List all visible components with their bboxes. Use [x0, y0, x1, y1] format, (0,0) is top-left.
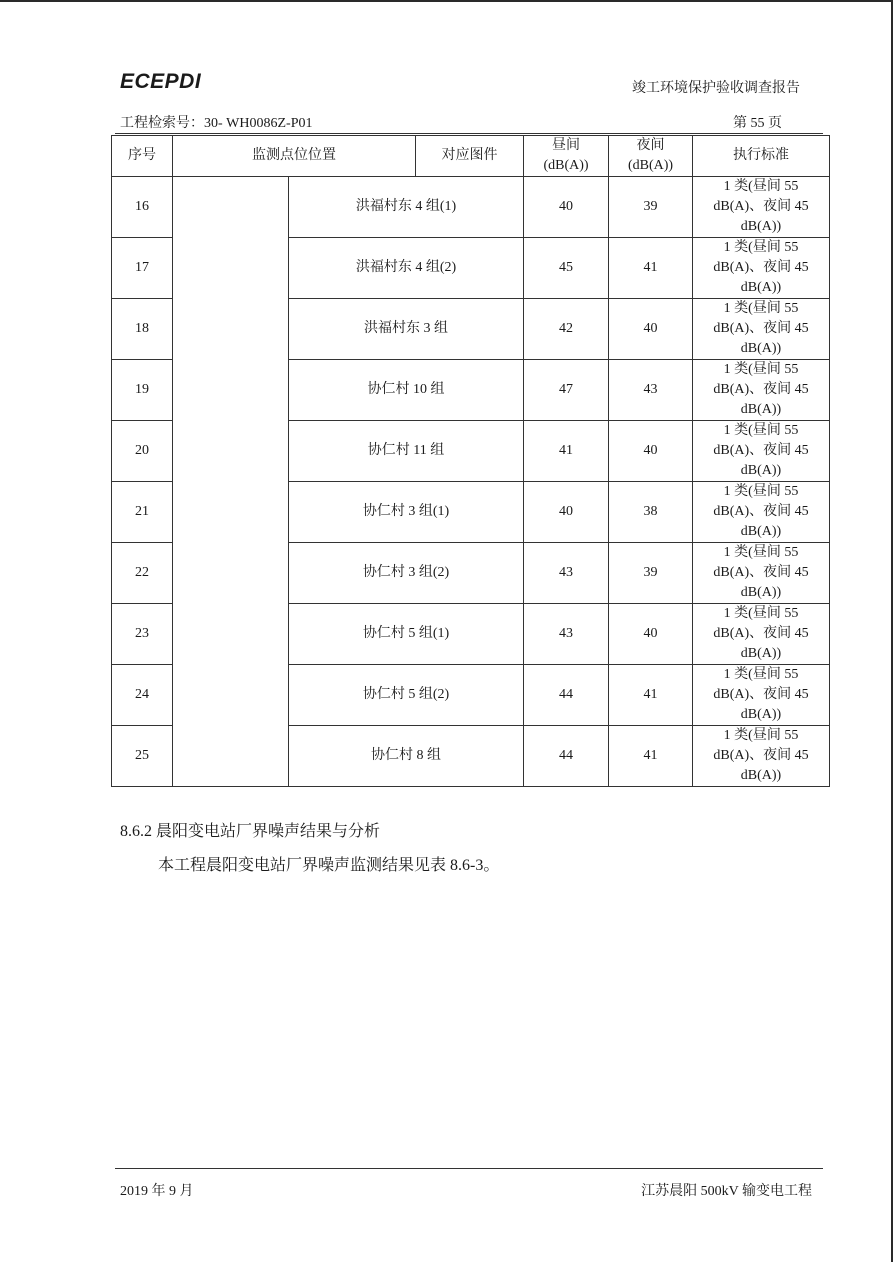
row-index: 16: [112, 177, 173, 238]
row-night-value: 41: [609, 726, 693, 787]
row-standard-line: dB(A)、夜间 45: [713, 260, 809, 275]
row-standard-line: dB(A)): [740, 646, 782, 661]
page-border-top: [0, 0, 893, 2]
row-standard: [693, 238, 830, 299]
section-paragraph: 本工程晨阳变电站厂界噪声监测结果见表 8.6-3。: [158, 857, 500, 874]
row-index: 21: [112, 482, 173, 543]
row-night-value: 40: [609, 421, 693, 482]
project-code: 工程检索号：30- WH0086Z-P01: [120, 116, 313, 131]
row-day-value: 44: [524, 665, 609, 726]
footer-date: 2019 年 9 月: [120, 1184, 194, 1199]
noise-monitoring-table: [111, 135, 830, 787]
row-standard-line: 1 类(昼间 55: [723, 240, 799, 255]
row-standard-line: 1 类(昼间 55: [723, 423, 799, 438]
row-standard: [693, 360, 830, 421]
row-index: 18: [112, 299, 173, 360]
row-standard-line: 1 类(昼间 55: [723, 179, 799, 194]
row-night-value: 43: [609, 360, 693, 421]
row-standard-line: 1 类(昼间 55: [723, 667, 799, 682]
row-standard-line: dB(A)): [740, 402, 782, 417]
row-index: 22: [112, 543, 173, 604]
row-standard-line: 1 类(昼间 55: [723, 301, 799, 316]
row-night-value: 40: [609, 299, 693, 360]
row-standard: [693, 299, 830, 360]
header-figure: 对应图件: [416, 136, 524, 177]
header-day-label: 昼间: [552, 138, 580, 153]
row-location: 协仁村 5 组(1): [289, 604, 524, 665]
row-day-value: 43: [524, 543, 609, 604]
header-night-label: 夜间: [636, 138, 665, 153]
row-standard: [693, 665, 830, 726]
row-standard-line: dB(A)、夜间 45: [713, 382, 809, 397]
company-logo: ECEPDI: [120, 70, 202, 93]
row-standard-line: dB(A)): [740, 585, 782, 600]
row-location: 协仁村 11 组: [289, 421, 524, 482]
row-night-value: 39: [609, 543, 693, 604]
row-index: 24: [112, 665, 173, 726]
row-standard-line: dB(A)): [740, 341, 782, 356]
row-standard-line: dB(A)、夜间 45: [713, 443, 809, 458]
row-day-value: 40: [524, 177, 609, 238]
row-location: 协仁村 8 组: [289, 726, 524, 787]
row-location: 协仁村 3 组(2): [289, 543, 524, 604]
row-standard-line: dB(A)): [740, 219, 782, 234]
row-standard: [693, 421, 830, 482]
row-standard-line: dB(A)、夜间 45: [713, 199, 809, 214]
row-day-value: 42: [524, 299, 609, 360]
row-standard-line: dB(A)、夜间 45: [713, 504, 809, 519]
header-divider: [115, 133, 823, 134]
row-standard-line: 1 类(昼间 55: [723, 362, 799, 377]
row-standard: [693, 482, 830, 543]
row-standard-line: dB(A)): [740, 463, 782, 478]
table-row: [112, 177, 830, 238]
row-night-value: 38: [609, 482, 693, 543]
row-standard-line: dB(A)、夜间 45: [713, 687, 809, 702]
row-index: 19: [112, 360, 173, 421]
row-night-value: 39: [609, 177, 693, 238]
row-location: 洪福村东 3 组: [289, 299, 524, 360]
row-location: 协仁村 3 组(1): [289, 482, 524, 543]
row-standard-line: dB(A)): [740, 707, 782, 722]
row-index: 23: [112, 604, 173, 665]
row-standard-line: dB(A)): [740, 768, 782, 783]
row-location: 洪福村东 4 组(1): [289, 177, 524, 238]
report-title: 竣工环境保护验收调查报告: [632, 81, 800, 96]
row-standard-line: 1 类(昼间 55: [723, 484, 799, 499]
table-header-row: [112, 136, 830, 177]
row-index: 20: [112, 421, 173, 482]
row-standard-line: dB(A)): [740, 280, 782, 295]
row-day-value: 41: [524, 421, 609, 482]
row-standard: [693, 177, 830, 238]
merged-blank-cell: [173, 177, 289, 787]
row-location: 协仁村 5 组(2): [289, 665, 524, 726]
row-standard: [693, 726, 830, 787]
row-night-value: 41: [609, 238, 693, 299]
row-day-value: 45: [524, 238, 609, 299]
row-standard-line: dB(A)、夜间 45: [713, 626, 809, 641]
section-heading: 8.6.2 晨阳变电站厂界噪声结果与分析: [120, 823, 381, 840]
row-day-value: 40: [524, 482, 609, 543]
row-standard-line: 1 类(昼间 55: [723, 545, 799, 560]
row-standard-line: dB(A)、夜间 45: [713, 565, 809, 580]
header-standard: 执行标准: [693, 136, 830, 177]
header-day: [524, 136, 609, 177]
footer-divider: [115, 1168, 823, 1169]
row-standard: [693, 604, 830, 665]
row-standard-line: 1 类(昼间 55: [723, 606, 799, 621]
row-day-value: 44: [524, 726, 609, 787]
header-index: 序号: [112, 136, 173, 177]
page-number: 第 55 页: [733, 116, 782, 131]
row-standard-line: dB(A)): [740, 524, 782, 539]
header-night: [609, 136, 693, 177]
header-night-unit: (dB(A)): [627, 158, 674, 173]
row-location: 洪福村东 4 组(2): [289, 238, 524, 299]
row-standard: [693, 543, 830, 604]
row-night-value: 41: [609, 665, 693, 726]
row-day-value: 47: [524, 360, 609, 421]
row-standard-line: dB(A)、夜间 45: [713, 321, 809, 336]
row-index: 17: [112, 238, 173, 299]
header-day-unit: (dB(A)): [543, 158, 589, 173]
footer-project-name: 江苏晨阳 500kV 输变电工程: [641, 1184, 812, 1199]
row-index: 25: [112, 726, 173, 787]
row-standard-line: dB(A)、夜间 45: [713, 748, 809, 763]
row-night-value: 40: [609, 604, 693, 665]
row-location: 协仁村 10 组: [289, 360, 524, 421]
row-day-value: 43: [524, 604, 609, 665]
row-standard-line: 1 类(昼间 55: [723, 728, 799, 743]
header-location: 监测点位位置: [173, 136, 416, 177]
